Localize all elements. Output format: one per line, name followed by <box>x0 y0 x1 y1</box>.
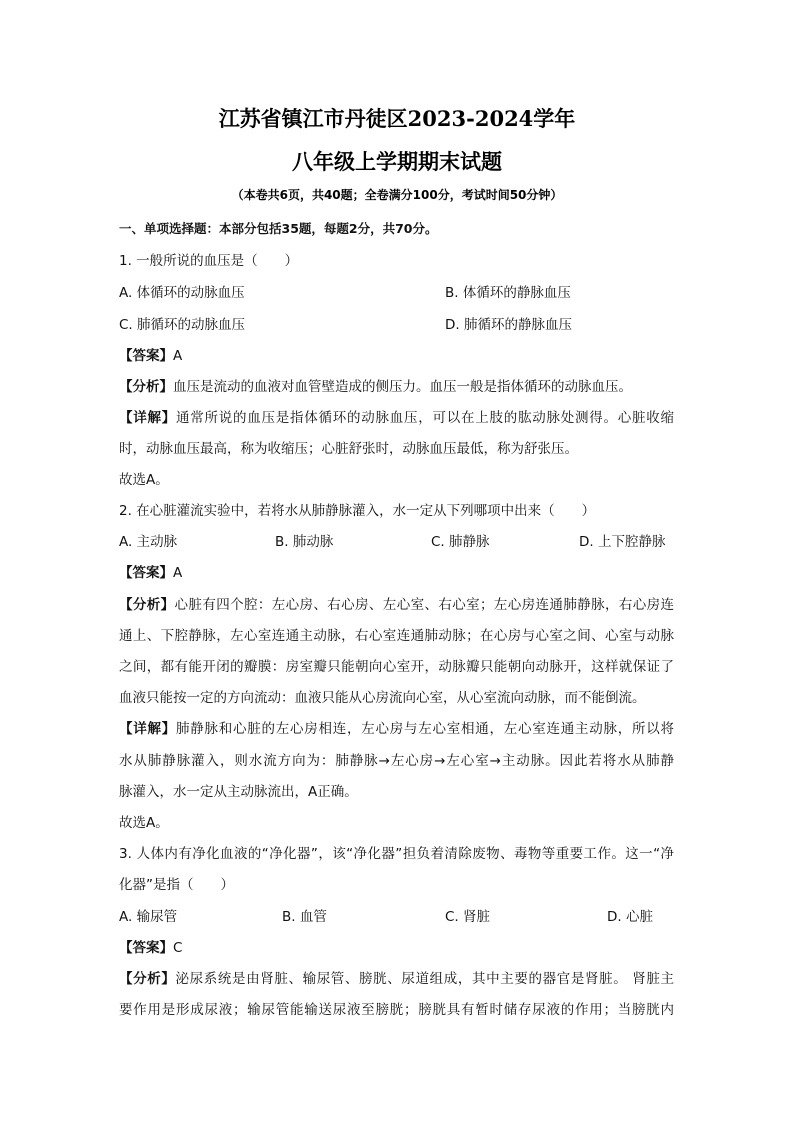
q2-analysis <box>119 593 674 613</box>
exam-note: （本卷共6页，共40题；全卷满分100分，考试时间50分钟） <box>231 188 563 202</box>
q3-analysis-line: 要作用是形成尿液；输尿管能输送尿液至膀胱；膀胱具有暂时储存尿液的作用；当膀胱内 <box>119 1002 674 1018</box>
answer-label: 【答案】 <box>119 348 173 364</box>
q1-option-c: C. 肺循环的动脉血压 <box>119 317 246 333</box>
question-3-stem-line: 化器”是指（ ） <box>119 877 234 893</box>
q1-analysis <box>119 375 632 395</box>
q3-answer <box>119 936 182 956</box>
analysis-label: 【分析】 <box>119 971 176 987</box>
analysis-label: 【分析】 <box>119 597 175 613</box>
q3-answer-value: C <box>173 940 183 956</box>
question-1-stem: 1. 一般所说的血压是（ ） <box>119 253 299 269</box>
q1-conclusion: 故选A。 <box>119 472 169 488</box>
q1-option-d: D. 肺循环的静脉血压 <box>445 317 572 333</box>
q2-answer-value: A <box>173 565 183 581</box>
q2-option-b: B. 肺动脉 <box>275 534 334 550</box>
detail-label: 【详解】 <box>119 721 176 737</box>
q2-analysis-line: 通上、下腔静脉，左心室连通主动脉，右心室连通肺动脉；在心房与心室之间、心室与动脉 <box>119 628 674 644</box>
q2-detail-text: 肺静脉和心脏的左心房相连，左心房与左心室相通，左心室连通主动脉，所以将 <box>176 721 674 737</box>
q1-answer-value: A <box>173 348 183 364</box>
q3-analysis-text: 泌尿系统是由肾脏、输尿管、膀胱、尿道组成，其中主要的器官是肾脏。 肾脏主 <box>175 971 674 987</box>
question-2-stem: 2. 在心脏灌流实验中，若将水从肺静脉灌入，水一定从下列哪项中出来（ ） <box>119 503 596 519</box>
q2-answer <box>119 561 182 581</box>
q1-detail-line: 时，动脉血压最高，称为收缩压；心脏舒张时，动脉血压最低，称为舒张压。 <box>119 441 578 457</box>
q3-option-c: C. 肾脏 <box>445 909 491 925</box>
q3-option-a: A. 输尿管 <box>119 909 178 925</box>
q2-detail-line: 脉灌入，水一定从主动脉流出，A正确。 <box>119 784 358 800</box>
q2-option-c: C. 肺静脉 <box>431 534 490 550</box>
q1-option-a: A. 体循环的动脉血压 <box>119 285 245 301</box>
q2-analysis-line: 血液只能按一定的方向流动：血液只能从心房流向心室，从心室流向动脉，而不能倒流。 <box>119 690 646 706</box>
q1-option-b: B. 体循环的静脉血压 <box>445 285 571 301</box>
analysis-label: 【分析】 <box>119 379 173 395</box>
q1-analysis-text: 血压是流动的血液对血管壁造成的侧压力。血压一般是指体循环的动脉血压。 <box>173 379 632 395</box>
q2-conclusion: 故选A。 <box>119 815 169 831</box>
q2-option-d: D. 上下腔静脉 <box>579 534 666 550</box>
q2-analysis-line: 之间，都有能开闭的瓣膜：房室瓣只能朝向心室开，动脉瓣只能朝向动脉开，这样就保证了 <box>119 659 674 675</box>
question-3-stem: 3. 人体内有净化血液的“净化器”，该“净化器”担负着清除废物、毒物等重要工作。这一“净 <box>119 846 674 862</box>
q3-option-d: D. 心脏 <box>607 909 653 925</box>
answer-label: 【答案】 <box>119 565 173 581</box>
q2-analysis-text: 心脏有四个腔：左心房、右心房、左心室、右心室；左心房连通肺静脉，右心房连 <box>174 597 675 613</box>
section-heading: 一、单项选择题：本部分包括35题，每题2分，共70分。 <box>119 221 438 236</box>
exam-title-line1: 江苏省镇江市丹徒区2023-2024学年 <box>218 106 576 131</box>
answer-label: 【答案】 <box>119 940 173 956</box>
q3-analysis <box>119 967 674 987</box>
q2-option-a: A. 主动脉 <box>119 534 178 550</box>
q1-detail <box>119 406 674 426</box>
exam-title-line2: 八年级上学期期末试题 <box>292 149 502 174</box>
q3-option-b: B. 血管 <box>282 909 327 925</box>
detail-label: 【详解】 <box>119 410 176 426</box>
q2-detail-line: 水从肺静脉灌入，则水流方向为：肺静脉→左心房→左心室→主动脉。因此若将水从肺静 <box>119 753 674 769</box>
q1-answer <box>119 344 182 364</box>
q1-detail-text: 通常所说的血压是指体循环的动脉血压，可以在上肢的肱动脉处测得。心脏收缩 <box>176 410 674 426</box>
q2-detail <box>119 717 674 737</box>
